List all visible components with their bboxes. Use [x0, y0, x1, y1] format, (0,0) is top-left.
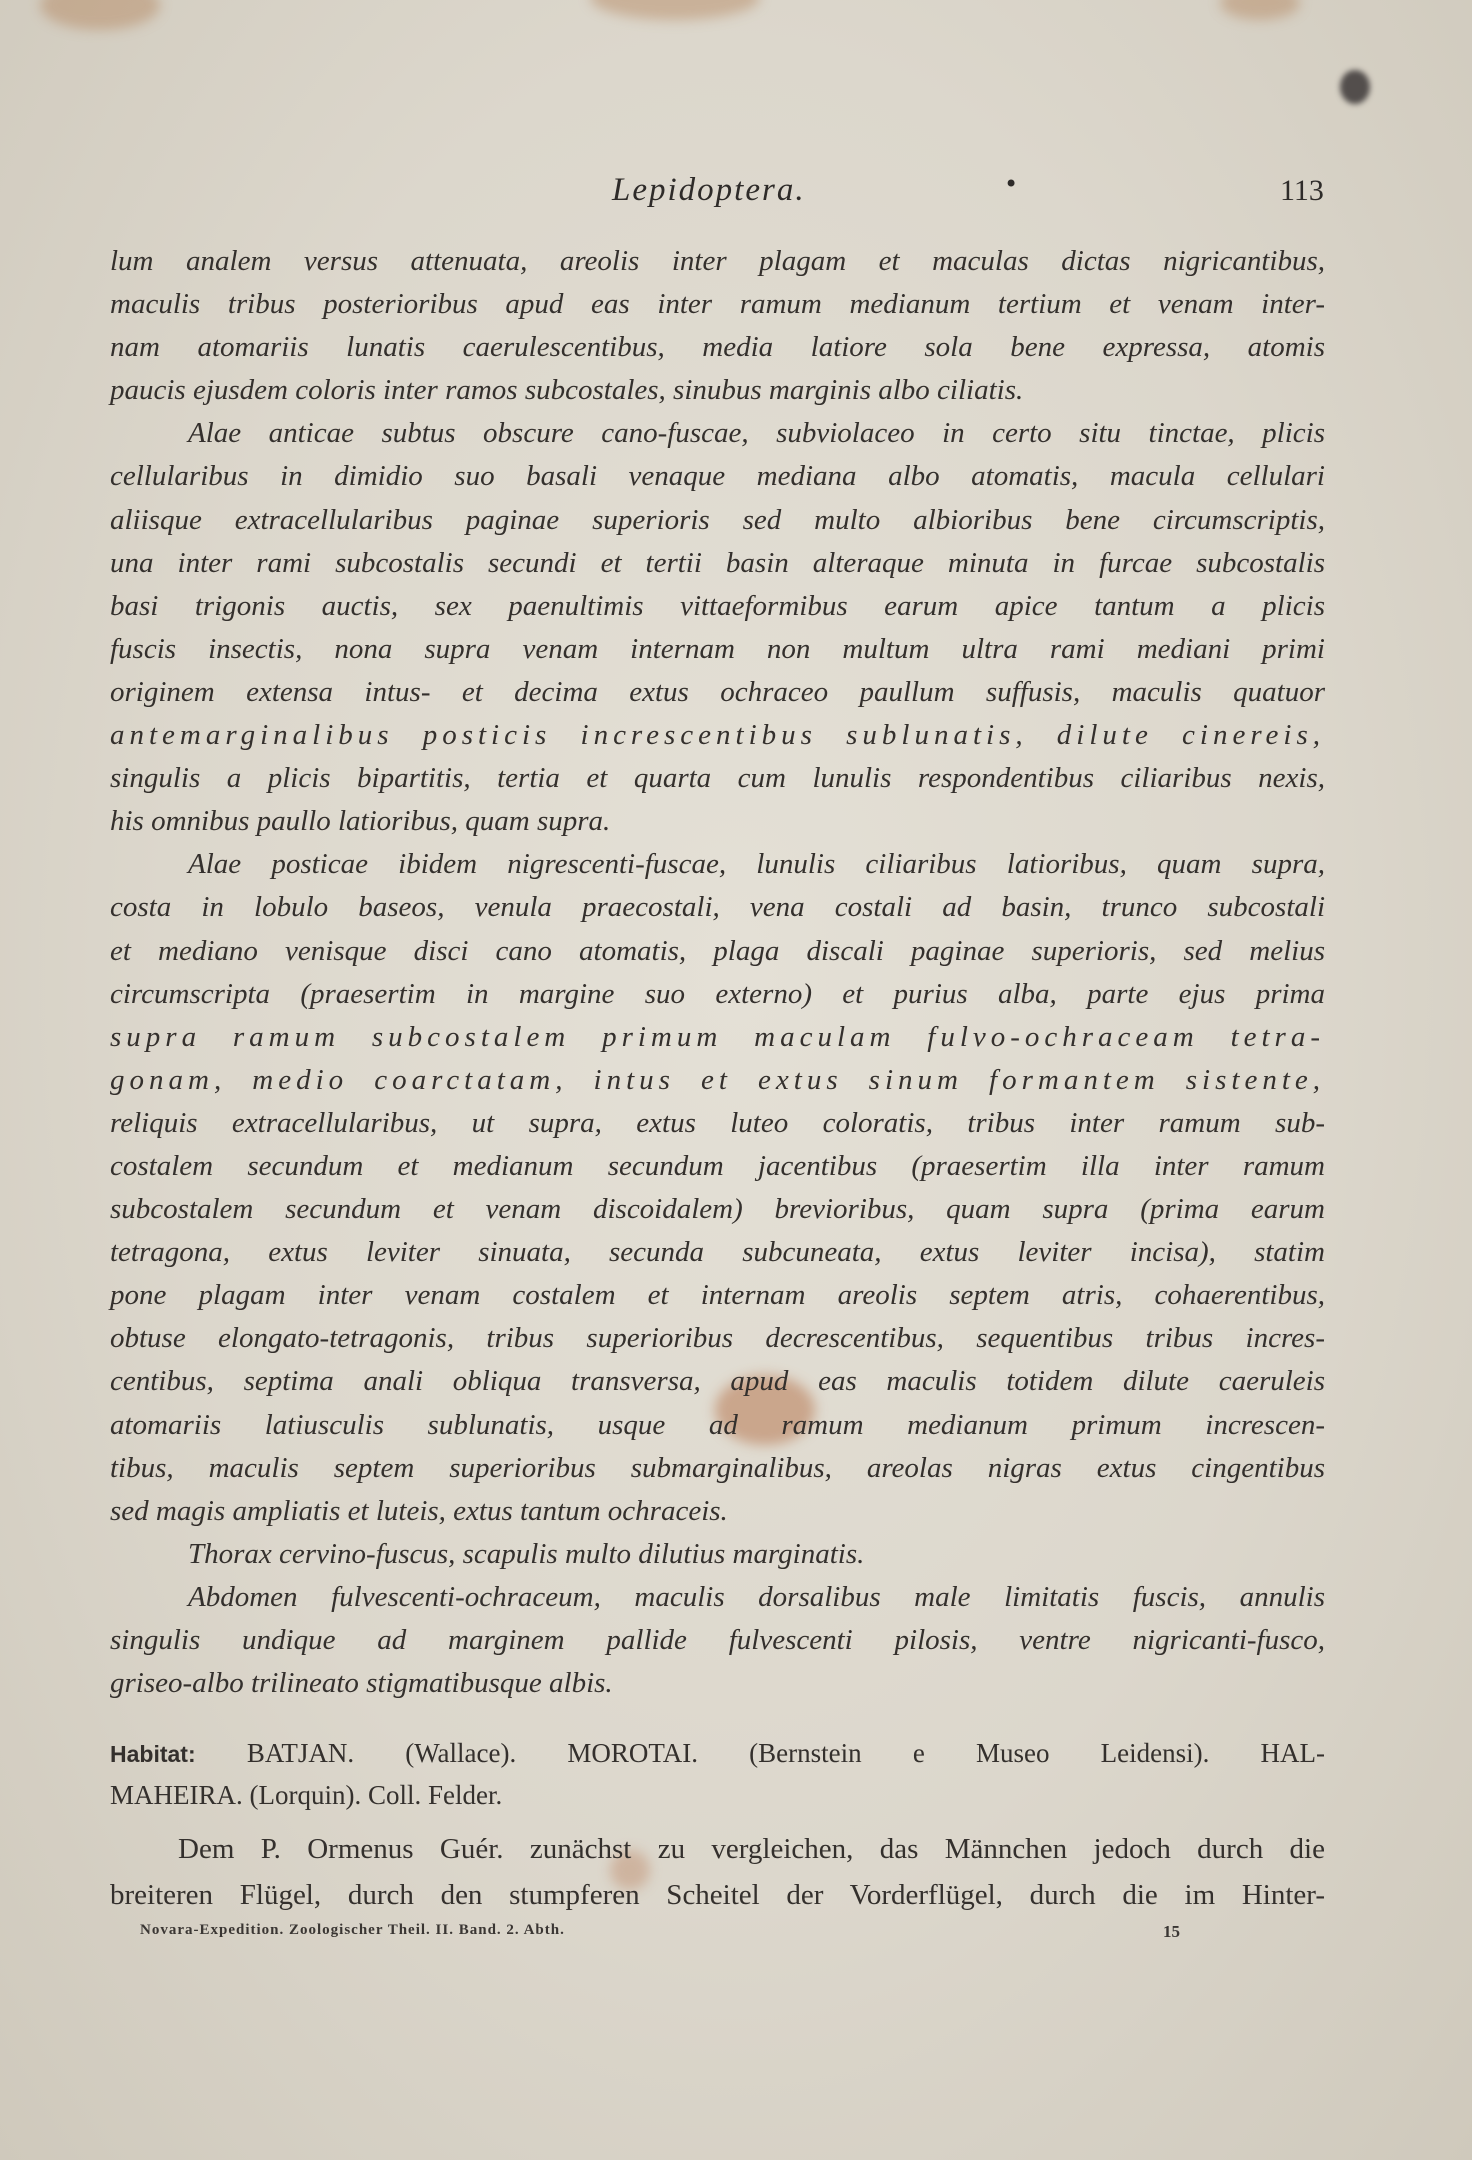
text-line: tetragona, extus leviter sinuata, secunda subcuneata, extus leviter incisa), statim	[110, 1236, 1325, 1269]
text-line: originem extensa intus- et decima extus ochraceo paullum suffusis, maculis quatuor	[110, 675, 1325, 708]
habitat-line	[110, 1732, 1325, 1774]
text-line: griseo-albo trilineato stigmatibusque albis.	[110, 1667, 613, 1700]
habitat-line-1: BATJAN. (Wallace). MOROTAI. (Bernstein e Museo Leidensi). HAL-	[246, 1738, 1326, 1768]
german-text	[110, 1826, 1325, 1918]
text-line: obtuse elongato-tetragonis, tribus superioribus decrescentibus, sequentibus tribus incres-	[110, 1322, 1325, 1355]
text-line: reliquis extracellularibus, ut supra, extus luteo coloratis, tribus inter ramum sub-	[110, 1106, 1325, 1139]
german-line: breiteren Flügel, durch den stumpferen Scheitel der Vorderflügel, durch die im Hinter-	[110, 1879, 1325, 1911]
text-line: tibus, maculis septem superioribus submarginalibus, areolas nigras extus cingentibus	[110, 1451, 1325, 1484]
habitat-section	[110, 1732, 1325, 1816]
text-line: maculis tribus posterioribus apud eas inter ramum medianum tertium et venam inter-	[110, 288, 1325, 321]
text-line: cellularibus in dimidio suo basali venaque mediana albo atomatis, macula cellulari	[110, 460, 1325, 493]
text-line: singulis a plicis bipartitis, tertia et quarta cum lunulis respondentibus ciliaribus nexis,	[110, 762, 1325, 795]
text-line: circumscripta (praesertim in margine suo externo) et purius alba, parte ejus prima	[110, 977, 1325, 1010]
text-line: nam atomariis lunatis caerulescentibus, media latiore sola bene expressa, atomis	[110, 331, 1325, 364]
habitat-line-2: MAHEIRA. (Lorquin). Coll. Felder.	[110, 1780, 503, 1810]
text-line: costa in lobulo baseos, venula praecostali, vena costali ad basin, trunco subcostali	[110, 891, 1325, 924]
text-line: singulis undique ad marginem pallide fulvescenti pilosis, ventre nigricanti-fusco,	[110, 1624, 1325, 1656]
text-line: paucis ejusdem coloris inter ramos subcostales, sinubus marginis albo ciliatis.	[110, 374, 1024, 407]
text-line: antemarginalibus posticis increscentibus sublunatis, dilute cinereis,	[110, 719, 1325, 752]
text-line: centibus, septima anali obliqua transversa, apud eas maculis totidem dilute caeruleis	[110, 1365, 1325, 1398]
text-line: lum analem versus attenuata, areolis inter plagam et maculas dictas nigricantibus,	[110, 245, 1325, 277]
text-line: Alae anticae subtus obscure cano-fuscae, subviolaceo in certo situ tinctae, plicis	[188, 417, 1325, 450]
text-line: pone plagam inter venam costalem et internam areolis septem atris, cohaerentibus,	[110, 1279, 1325, 1312]
page-footer	[140, 1922, 1180, 1952]
page-header	[0, 170, 1472, 220]
stain-top-left	[40, 0, 160, 30]
text-line: his omnibus paullo latioribus, quam supra.	[110, 805, 611, 838]
ink-spot	[1340, 70, 1370, 104]
text-line: Thorax cervino-fuscus, scapulis multo dilutius marginatis.	[188, 1537, 865, 1570]
signature-mark: 15	[1163, 1922, 1180, 1941]
text-line: una inter rami subcostalis secundi et tertii basin alteraque minuta in furcae subcostalis	[110, 546, 1325, 579]
body-text	[110, 240, 1325, 1705]
text-line: fuscis insectis, nona supra venam internam non multum ultra rami mediani primi	[110, 632, 1325, 665]
stain-top-right	[1220, 0, 1300, 20]
stain-top-center	[590, 0, 760, 20]
german-line: Dem P. Ormenus Guér. zunächst zu vergleichen, das Männchen jedoch durch die	[178, 1833, 1325, 1865]
text-line: Abdomen fulvescenti-ochraceum, maculis dorsalibus male limitatis fuscis, annulis	[188, 1580, 1325, 1613]
page-number: 113	[1280, 174, 1324, 207]
text-line: aliisque extracellularibus paginae superioris sed multo albioribus bene circumscriptis,	[110, 503, 1325, 536]
text-line: et mediano venisque disci cano atomatis, plaga discali paginae superioris, sed melius	[110, 934, 1325, 967]
text-line: basi trigonis auctis, sex paenultimis vittaeformibus earum apice tantum a plicis	[110, 589, 1325, 622]
habitat-label: Habitat:	[110, 1741, 196, 1767]
running-title: Lepidoptera.	[612, 172, 806, 208]
header-dot: •	[1004, 170, 1019, 198]
text-line: supra ramum subcostalem primum maculam fulvo-ochraceam tetra-	[110, 1020, 1325, 1053]
footer-text: Novara-Expedition. Zoologischer Theil. II. Band. 2. Abth.	[140, 1922, 565, 1938]
text-line: atomariis latiusculis sublunatis, usque ad ramum medianum primum increscen-	[110, 1408, 1325, 1441]
text-line: costalem secundum et medianum secundum jacentibus (praesertim illa inter ramum	[110, 1149, 1325, 1182]
text-line: Alae posticae ibidem nigrescenti-fuscae, lunulis ciliaribus latioribus, quam supra,	[188, 848, 1325, 881]
text-line: gonam, medio coarctatam, intus et extus sinum formantem sistente,	[110, 1063, 1325, 1096]
text-line: sed magis ampliatis et luteis, extus tantum ochraceis.	[110, 1494, 728, 1527]
text-line: subcostalem secundum et venam discoidalem) brevioribus, quam supra (prima earum	[110, 1193, 1325, 1226]
